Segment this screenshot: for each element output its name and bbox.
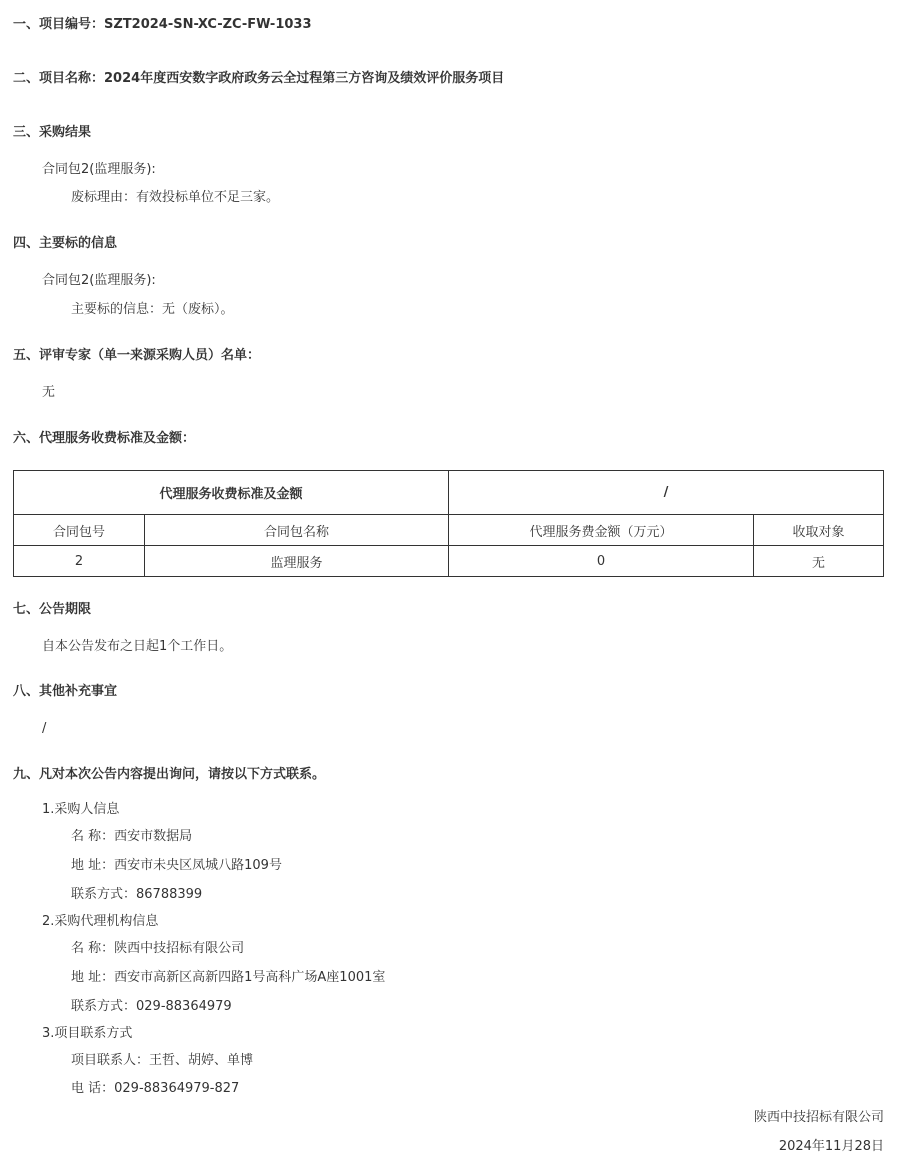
- fee-cell-package-number: 2: [14, 546, 145, 577]
- fee-table-header-right: /: [449, 471, 884, 515]
- project-contact-person: 项目联系人：王哲、胡婷、单博: [71, 1053, 254, 1068]
- fee-cell-payer: 无: [754, 546, 884, 577]
- buyer-contact: 联系方式：86788399: [71, 887, 203, 902]
- fee-cell-package-name: 监理服务: [145, 546, 449, 577]
- agency-address: 地 址：西安市高新区高新四路1号高科广场A座1001室: [71, 970, 386, 985]
- buyer-address: 地 址：西安市未央区凤城八路109号: [71, 858, 282, 873]
- project-name-line: [13, 69, 504, 89]
- section-title-procurement-result: 三、采购结果: [13, 125, 92, 140]
- fee-col-fee-amount: 代理服务费金额（万元）: [449, 515, 754, 546]
- section-title-main-subject: 四、主要标的信息: [13, 236, 118, 251]
- result-detail: 废标理由：有效投标单位不足三家。: [71, 190, 280, 205]
- section-title-agency-fee: 六、代理服务收费标准及金额：: [13, 431, 196, 446]
- section-title-notice-period: 七、公告期限: [13, 602, 92, 617]
- project-name-value: 2024年度西安数字政府政务云全过程第三方咨询及绩效评价服务项目: [104, 71, 505, 86]
- agency-fee-table: [13, 470, 884, 577]
- project-name-label: 二、项目名称：: [13, 71, 105, 86]
- subject-detail: 主要标的信息：无（废标）。: [71, 302, 234, 317]
- agency-contact: 联系方式：029-88364979: [71, 999, 232, 1014]
- project-contact-heading: 3.项目联系方式: [42, 1026, 133, 1041]
- section-title-other-matters: 八、其他补充事宜: [13, 684, 118, 699]
- project-contact-phone: 电 话：029-88364979-827: [71, 1081, 240, 1096]
- notice-period-content: 自本公告发布之日起1个工作日。: [42, 639, 233, 654]
- project-number-line: [13, 15, 312, 35]
- result-package: 合同包2(监理服务):: [42, 162, 156, 177]
- footer-date: 2024年11月28日: [778, 1139, 884, 1154]
- experts-content: 无: [42, 385, 56, 400]
- agency-info-heading: 2.采购代理机构信息: [42, 914, 159, 929]
- fee-col-package-name: 合同包名称: [145, 515, 449, 546]
- section-title-experts: 五、评审专家（单一来源采购人员）名单：: [13, 348, 261, 363]
- table-row: [14, 546, 884, 577]
- section-title-contact: 九、凡对本次公告内容提出询问，请按以下方式联系。: [13, 767, 326, 782]
- footer-company: 陕西中技招标有限公司: [753, 1110, 884, 1125]
- fee-table-header-left: 代理服务收费标准及金额: [14, 471, 449, 515]
- project-number-value: SZT2024-SN-XC-ZC-FW-1033: [104, 17, 312, 32]
- fee-cell-fee-amount: 0: [449, 546, 754, 577]
- fee-table-column-row: [14, 515, 884, 546]
- buyer-name: 名 称：西安市数据局: [71, 829, 193, 844]
- other-matters-content: /: [42, 721, 47, 736]
- project-number-label: 一、项目编号：: [13, 17, 105, 32]
- agency-name: 名 称：陕西中技招标有限公司: [71, 941, 245, 956]
- subject-package: 合同包2(监理服务):: [42, 273, 156, 288]
- buyer-info-heading: 1.采购人信息: [42, 802, 120, 817]
- fee-col-package-number: 合同包号: [14, 515, 145, 546]
- fee-table-header-row: [14, 471, 884, 515]
- fee-col-payer: 收取对象: [754, 515, 884, 546]
